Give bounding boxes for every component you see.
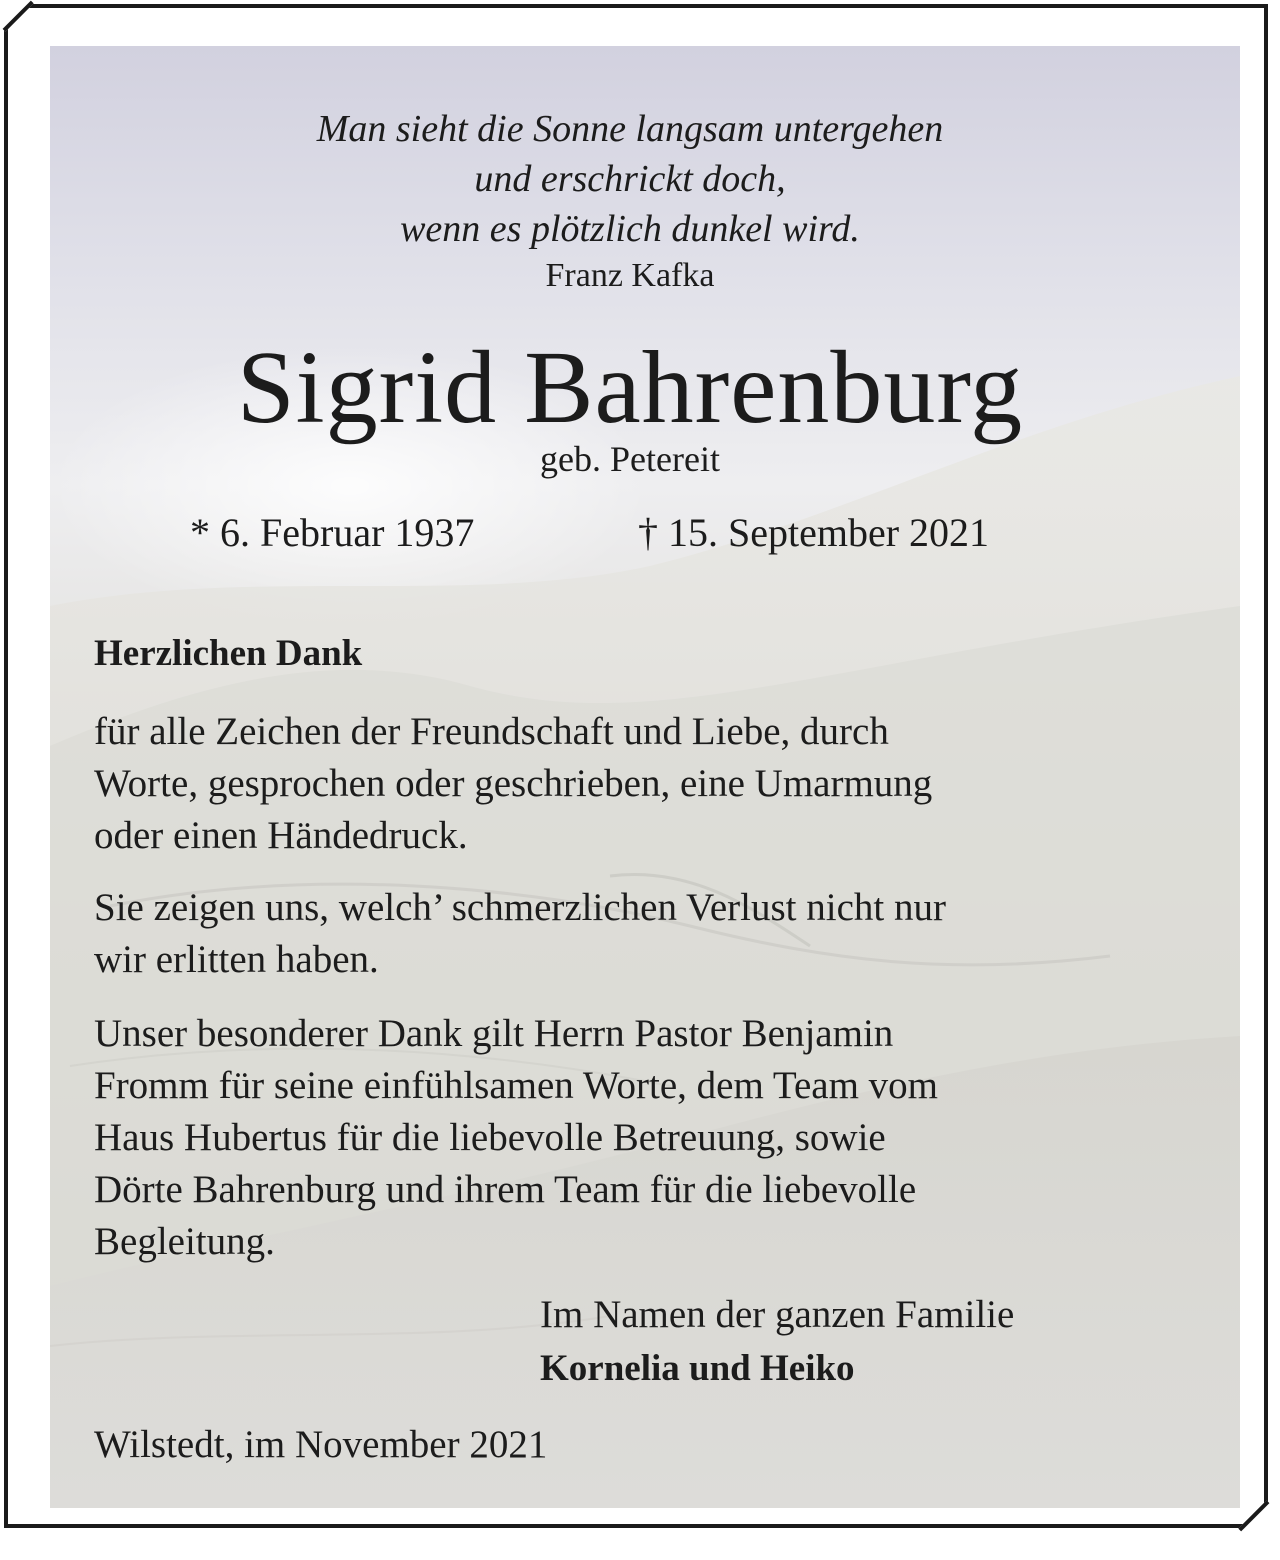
- paragraph-line: Sie zeigen uns, welch’ schmerzlichen Verlust nicht nur: [94, 886, 946, 929]
- obituary-content: [50, 46, 1240, 1508]
- place-and-date: Wilstedt, im November 2021: [94, 1423, 548, 1466]
- thanks-heading: Herzlichen Dank: [94, 633, 363, 674]
- thanks-paragraph-2: [94, 882, 1194, 986]
- signature-names: Kornelia und Heiko: [540, 1348, 855, 1389]
- deceased-name: Sigrid Bahrenburg: [236, 330, 1024, 445]
- paragraph-line: Begleitung.: [94, 1220, 275, 1263]
- signature-line: Im Namen der ganzen Familie: [540, 1293, 1015, 1336]
- birth-date: * 6. Februar 1937: [190, 510, 475, 555]
- paragraph-line: Haus Hubertus für die liebevolle Betreuung, sowie: [94, 1116, 886, 1159]
- paragraph-line: oder einen Händedruck.: [94, 814, 468, 857]
- maiden-name: geb. Petereit: [540, 439, 720, 479]
- thanks-paragraph-3: [94, 1008, 1194, 1268]
- quote-author: Franz Kafka: [545, 257, 715, 294]
- quote-line-1: Man sieht die Sonne langsam untergehen: [316, 108, 944, 150]
- thanks-paragraph-1: [94, 706, 1194, 862]
- quote-line-2: und erschrickt doch,: [474, 158, 786, 200]
- death-date: † 15. September 2021: [638, 510, 990, 555]
- quote-line-3: wenn es plötzlich dunkel wird.: [400, 208, 860, 250]
- paragraph-line: Worte, gesprochen oder geschrieben, eine Umarmung: [94, 762, 933, 805]
- background-panel: [50, 46, 1240, 1508]
- paragraph-line: für alle Zeichen der Freundschaft und Liebe, durch: [94, 710, 889, 753]
- paragraph-line: Unser besonderer Dank gilt Herrn Pastor Benjamin: [94, 1012, 894, 1055]
- paragraph-line: Fromm für seine einfühlsamen Worte, dem Team vom: [94, 1064, 939, 1107]
- ad-frame: [4, 4, 1268, 1528]
- paragraph-line: Dörte Bahrenburg und ihrem Team für die liebevolle: [94, 1168, 917, 1211]
- paragraph-line: wir erlitten haben.: [94, 938, 379, 981]
